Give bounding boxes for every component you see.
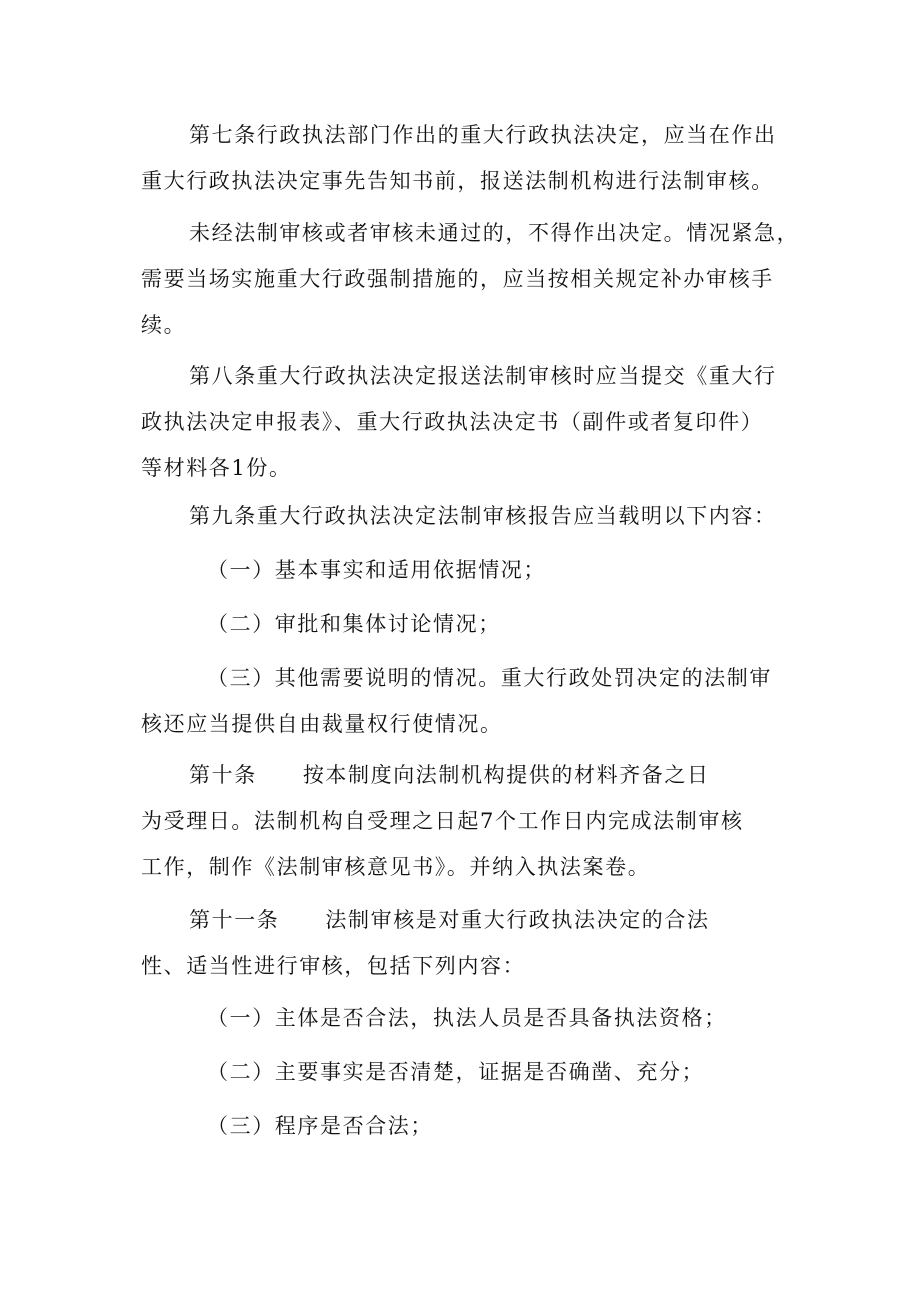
article-11: [141, 897, 801, 989]
article-7-paragraph-2: [141, 210, 801, 348]
article-10: [141, 752, 801, 890]
article-9-item-3: [141, 655, 801, 747]
article-9-item-3-continuation: 核还应当提供自由裁量权行使情况。: [141, 712, 503, 736]
article-7-p2-line-3: 续。: [141, 313, 187, 337]
article-10-line-1-text: 按本制度向法制机构提供的材料齐备之日: [302, 763, 710, 787]
article-11-item-3: [141, 1103, 801, 1149]
article-8-line-3: 等材料各1份。: [141, 456, 292, 480]
article-8: [141, 353, 801, 491]
article-11-item-3-text: （三）程序是否合法；: [207, 1114, 433, 1138]
article-7-line-1: 第七条行政执法部门作出的重大行政执法决定，应当在作出: [189, 123, 777, 147]
article-9-item-1-text: （一）基本事实和适用依据情况；: [207, 558, 546, 582]
article-11-item-1: [141, 995, 801, 1041]
article-7-p2-line-2: 需要当场实施重大行政强制措施的，应当按相关规定补办审核手: [141, 267, 774, 291]
article-10-label: 第十条: [189, 763, 257, 787]
article-10-line-2: 为受理日。法制机构自受理之日起7个工作日内完成法制审核: [141, 809, 744, 833]
article-8-line-1: 第八条重大行政执法决定报送法制审核时应当提交《重大行: [189, 364, 777, 388]
article-9: [141, 493, 801, 539]
article-9-item-1: [141, 547, 801, 593]
article-7-p2-line-1: 未经法制审核或者审核未通过的，不得作出决定。情况紧急，: [189, 221, 800, 245]
article-11-item-2-text: （二）主要事实是否清楚，证据是否确凿、充分；: [207, 1060, 705, 1084]
article-11-line-2: 性、适当性进行审核，包括下列内容：: [141, 954, 526, 978]
article-7-line-2: 重大行政执法决定事先告知书前，报送法制机构进行法制审核。: [141, 169, 774, 193]
article-11-label: 第十一条: [189, 908, 280, 932]
article-10-line-3: 工作，制作《法制审核意见书》。并纳入执法案卷。: [141, 855, 651, 879]
article-9-item-2-text: （二）审批和集体讨论情况；: [207, 612, 501, 636]
article-9-item-3-text: （三）其他需要说明的情况。重大行政处罚决定的法制审: [207, 666, 772, 690]
article-9-item-2: [141, 601, 801, 647]
article-11-line-1: [141, 897, 801, 943]
article-8-line-2: 政执法决定申报表》、重大行政执法决定书（副件或者复印件）: [141, 410, 764, 434]
article-10-line-1: [141, 752, 801, 798]
article-7: [141, 112, 801, 204]
article-11-item-1-text: （一）主体是否合法，执法人员是否具备执法资格；: [207, 1006, 727, 1030]
article-9-line-1: 第九条重大行政执法决定法制审核报告应当载明以下内容：: [189, 504, 777, 528]
article-11-item-2: [141, 1049, 801, 1095]
article-11-line-1-text: 法制审核是对重大行政执法决定的合法: [325, 908, 710, 932]
